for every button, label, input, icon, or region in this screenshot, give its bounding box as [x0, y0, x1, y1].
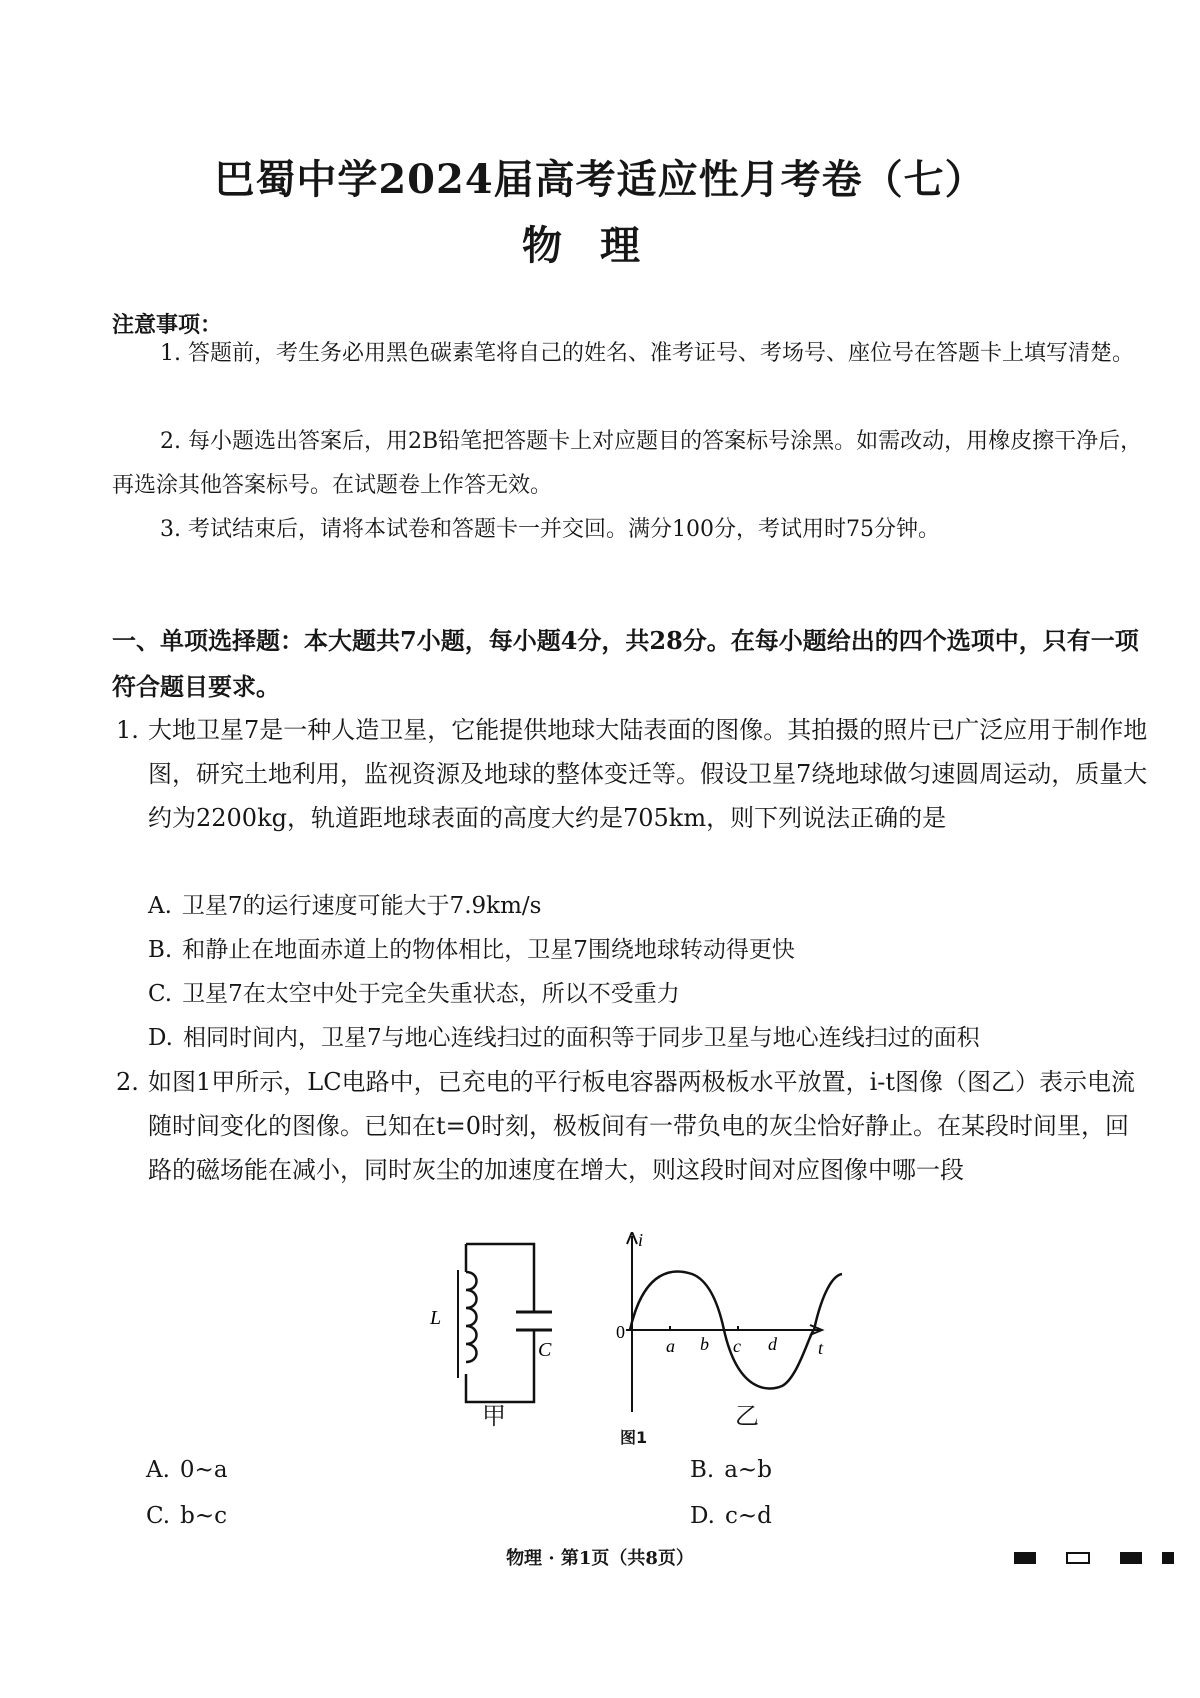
option-text: 相同时间内，卫星7与地心连线扫过的面积等于同步卫星与地心连线扫过的面积: [182, 1025, 980, 1051]
question-2-stem: 如图1甲所示，LC电路中，已充电的平行板电容器两极板水平放置，i-t图像（图乙）表示电流随时间变化的图像。已知在t=0时刻，极板间有一带负电的灰尘恰好静止。在某段时间里，回路的磁场能在减小，同时灰尘的加速度在增大，则这段时间对应图像中哪一段: [148, 1068, 1135, 1184]
exam-subject: 物理: [522, 222, 678, 269]
exam-title: 巴蜀中学2024届高考适应性月考卷（七）: [214, 156, 986, 203]
notice-item-3: 3. 考试结束后，请将本试卷和答题卡一并交回。满分100分，考试用时75分钟。: [160, 517, 940, 542]
option-letter: A.: [148, 893, 172, 919]
option-letter: B.: [690, 1457, 715, 1483]
question-2-number: 2.: [116, 1068, 139, 1096]
registration-mark: [1120, 1552, 1142, 1564]
option-text: 和静止在地面赤道上的物体相比，卫星7围绕地球转动得更快: [182, 937, 795, 963]
page-footer: 物理 · 第1页（共8页）: [506, 1548, 694, 1569]
tick-label-b: b: [700, 1334, 709, 1354]
y-axis-label: i: [638, 1232, 644, 1250]
option-letter: D.: [148, 1025, 173, 1051]
inductor-label: L: [430, 1307, 442, 1329]
question-1-stem: 大地卫星7是一种人造卫星，它能提供地球大陆表面的图像。其拍摄的照片已广泛应用于制作地图，研究土地利用，监视资源及地球的整体变迁等。假设卫星7绕地球做匀速圆周运动，质量大约为2200kg，轨道距地球表面的高度大约是705km，则下列说法正确的是: [148, 716, 1148, 832]
lc-circuit-diagram: [429, 1244, 552, 1402]
question-1-option-d: [148, 1016, 980, 1060]
registration-mark: [1162, 1552, 1174, 1564]
option-text: 0~a: [179, 1457, 228, 1483]
question-1-option-b: [148, 928, 795, 972]
option-text: 卫星7的运行速度可能大于7.9km/s: [181, 893, 542, 919]
option-text: a~b: [724, 1457, 772, 1483]
figure-1: [420, 1232, 860, 1422]
option-letter: C.: [146, 1503, 171, 1529]
notice-item-2: 2. 每小题选出答案后，用2B铅笔把答题卡上对应题目的答案标号涂黑。如需改动，用橡皮擦干净后，再选涂其他答案标号。在试题卷上作答无效。: [112, 429, 1143, 498]
notice-heading: 注意事项：: [112, 312, 223, 338]
option-text: c~d: [724, 1503, 772, 1529]
question-1-option-c: [148, 972, 680, 1016]
tick-label-a: a: [666, 1336, 675, 1356]
question-1-option-a: [148, 884, 541, 928]
option-letter: A.: [146, 1457, 170, 1483]
question-2-option-d: [690, 1494, 772, 1538]
figure-label-yi: 乙: [735, 1402, 759, 1430]
capacitor-label: C: [538, 1339, 552, 1361]
registration-mark: [1014, 1552, 1036, 1564]
option-letter: C.: [148, 981, 173, 1007]
question-2-option-a: [146, 1448, 228, 1492]
tick-label-c: c: [733, 1336, 741, 1356]
registration-mark: [1066, 1552, 1090, 1564]
option-text: b~c: [180, 1503, 227, 1529]
figure-caption: 图1: [620, 1428, 648, 1447]
notice-item-1: 1. 答题前，考生务必用黑色碳素笔将自己的姓名、准考证号、考场号、座位号在答题卡上填写清楚。: [160, 341, 1134, 366]
option-text: 卫星7在太空中处于完全失重状态，所以不受重力: [182, 981, 680, 1007]
origin-label: 0: [616, 1322, 625, 1342]
question-2-option-b: [690, 1448, 772, 1492]
section-heading: 一、单项选择题：本大题共7小题，每小题4分，共28分。在每小题给出的四个选项中，只有一项符合题目要求。: [112, 626, 1139, 701]
figure-label-jia: 甲: [482, 1402, 506, 1430]
option-letter: D.: [690, 1503, 715, 1529]
question-2-option-c: [146, 1494, 227, 1538]
question-1-number: 1.: [116, 716, 139, 744]
tick-label-d: d: [768, 1334, 777, 1354]
x-axis-label: t: [818, 1338, 824, 1358]
option-letter: B.: [148, 937, 173, 963]
circuit-wire: [466, 1244, 534, 1402]
inductor-coil: [466, 1272, 477, 1362]
current-time-graph: [616, 1232, 842, 1412]
